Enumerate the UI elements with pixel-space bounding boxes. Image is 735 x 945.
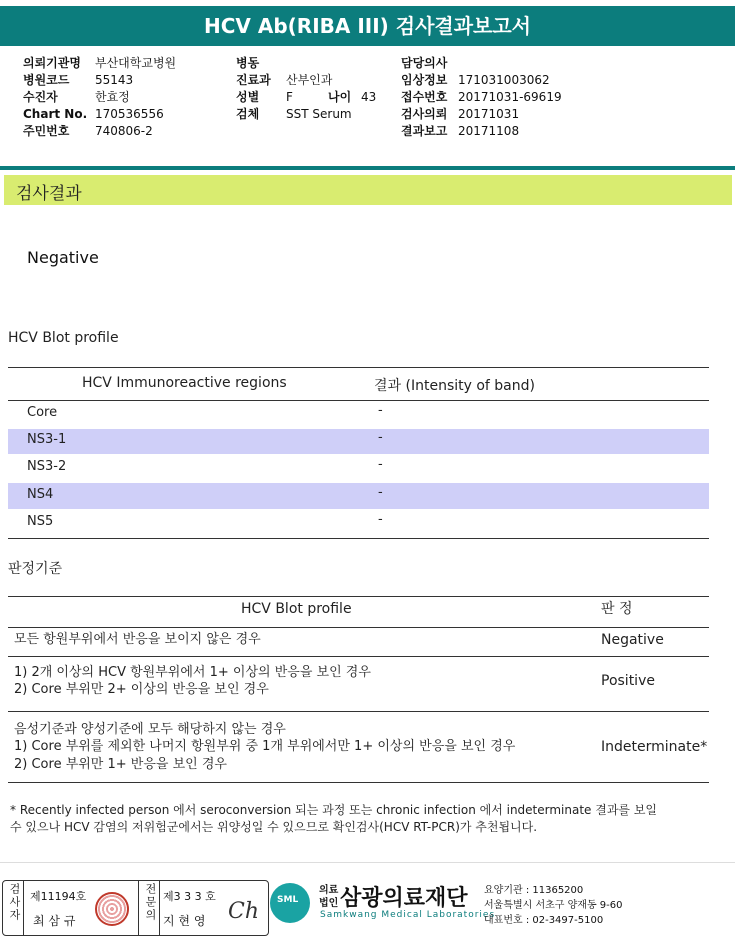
criteria-header-profile: HCV Blot profile xyxy=(241,601,352,617)
table-row xyxy=(8,429,709,454)
table-rule xyxy=(8,656,709,657)
corp-label-2: 법인 xyxy=(319,898,339,909)
region-cell: Core xyxy=(27,405,58,420)
criteria-line: 2) Core 부위만 1+ 반응을 보인 경우 xyxy=(14,757,227,772)
criteria-line: 1) 2개 이상의 HCV 항원부위에서 1+ 이상의 반응을 보인 경우 xyxy=(14,665,371,680)
corp-label-1: 의료 xyxy=(319,885,339,896)
result-cell: - xyxy=(378,430,383,445)
info-label: 의뢰기관명 xyxy=(23,56,81,70)
criteria-line: 음성기준과 양성기준에 모두 해당하지 않는 경우 xyxy=(14,722,286,737)
info-value: 산부인과 xyxy=(286,73,333,87)
info-row xyxy=(401,72,562,89)
examiner-label: 검사자 xyxy=(8,883,21,922)
table-rule xyxy=(8,782,709,783)
info-value: 20171031-69619 xyxy=(458,90,562,104)
table-rule xyxy=(8,627,709,628)
info-value: 55143 xyxy=(95,73,134,87)
info-label: 주민번호 xyxy=(23,124,70,138)
institution-code: 요양기관 : 11365200 xyxy=(484,885,584,896)
info-value: 한효정 xyxy=(95,90,130,104)
result-cell: - xyxy=(378,512,383,527)
criteria-line: 모든 항원부위에서 반응을 보이지 않은 경우 xyxy=(14,632,261,647)
table-rule xyxy=(8,711,709,712)
info-value: 20171108 xyxy=(458,124,520,138)
info-label: 진료과 xyxy=(236,73,271,87)
info-label: 병동 xyxy=(236,56,260,70)
info-row xyxy=(23,123,176,140)
doctor-number: 제3 3 3 호 xyxy=(163,890,216,903)
criteria-line: 1) Core 부위를 제외한 나머지 항원부위 중 1개 부위에서만 1+ 이상의 반응을 보인 경우 xyxy=(14,739,516,754)
info-label: Chart No. xyxy=(23,107,88,121)
examiner-label-cell xyxy=(3,881,24,935)
info-row xyxy=(236,55,376,72)
region-cell: NS3-2 xyxy=(27,459,67,474)
institution-address: 서울특별시 서초구 양재동 9-60 xyxy=(484,900,623,911)
region-cell: NS4 xyxy=(27,487,54,502)
result-value: Negative xyxy=(27,248,99,267)
info-row xyxy=(401,89,562,106)
patient-info-col3 xyxy=(401,55,562,140)
info-row xyxy=(23,106,176,123)
criteria-judgement: Positive xyxy=(601,673,655,689)
criteria-judgement: Indeterminate* xyxy=(601,739,708,755)
region-cell: NS5 xyxy=(27,514,54,529)
report-title: HCV Ab(RIBA III) 검사결과보고서 xyxy=(0,6,735,46)
examiner-number: 제11194호 xyxy=(30,890,87,903)
table-rule xyxy=(8,400,709,401)
info-label: 검체 xyxy=(236,107,260,121)
criteria-line: 2) Core 부위만 2+ 이상의 반응을 보인 경우 xyxy=(14,682,269,697)
info-value: 740806-2 xyxy=(95,124,153,138)
info-label: 성별 xyxy=(236,90,260,104)
doctor-label: 전문의 xyxy=(144,883,157,922)
patient-info-col1 xyxy=(23,55,176,140)
info-label: 접수번호 xyxy=(401,90,448,104)
result-section-title: 검사결과 xyxy=(16,184,82,204)
table-row xyxy=(8,483,709,509)
table-header-region: HCV Immunoreactive regions xyxy=(82,375,287,391)
info-row xyxy=(401,106,562,123)
table-header-result: 결과 (Intensity of band) xyxy=(374,378,535,394)
info-row xyxy=(401,55,562,72)
region-cell: NS3-1 xyxy=(27,432,67,447)
info-label: 병원코드 xyxy=(23,73,70,87)
criteria-judgement: Negative xyxy=(601,632,664,648)
doctor-signature: Ch xyxy=(228,899,260,924)
result-cell: - xyxy=(378,485,383,500)
table-rule xyxy=(8,596,709,597)
info-row xyxy=(23,72,176,89)
doctor-name: 지 현 영 xyxy=(163,914,206,928)
info-row xyxy=(23,55,176,72)
result-section-bar xyxy=(4,175,732,205)
result-cell: - xyxy=(378,403,383,418)
brand-name: 삼광의료재단 xyxy=(340,886,468,911)
info-label: 임상정보 xyxy=(401,73,448,87)
signature-box xyxy=(2,880,269,936)
examiner-seal-icon xyxy=(95,892,129,926)
info-row xyxy=(236,72,376,89)
table-row xyxy=(8,456,709,481)
table-rule xyxy=(8,538,709,539)
age-label: 나이 xyxy=(328,90,352,104)
logo-text: SML xyxy=(277,895,299,905)
footnote-line: 수 있으나 HCV 감염의 저위험군에서는 위양성일 수 있으므로 확인검사(HCV RT-PCR)가 추천됩니다. xyxy=(10,820,538,834)
header-divider xyxy=(0,166,735,170)
info-label: 담당의사 xyxy=(401,56,448,70)
sml-logo-icon xyxy=(270,883,310,923)
table-rule xyxy=(8,367,709,368)
info-row xyxy=(23,89,176,106)
patient-info-col2 xyxy=(236,55,376,123)
blot-section-title: HCV Blot profile xyxy=(8,330,119,346)
info-value: SST Serum xyxy=(286,107,352,121)
doctor-label-cell xyxy=(138,881,160,935)
info-value: 170536556 xyxy=(95,107,164,121)
criteria-header-judgement: 판 정 xyxy=(601,601,633,617)
info-row xyxy=(236,106,376,123)
info-row xyxy=(401,123,562,140)
criteria-section-title: 판정기준 xyxy=(8,561,63,577)
footer-divider xyxy=(0,862,735,863)
table-row xyxy=(8,511,709,536)
info-label: 수진자 xyxy=(23,90,58,104)
brand-english: Samkwang Medical Laboratories xyxy=(320,910,496,920)
info-value: F xyxy=(286,90,293,104)
examiner-name: 최 삼 규 xyxy=(33,914,76,928)
footnote-line: * Recently infected person 에서 seroconversion 되는 과정 또는 chronic infection 에서 indeterminate 결과를 보일 xyxy=(10,803,658,817)
age-value: 43 xyxy=(361,90,377,104)
info-label: 결과보고 xyxy=(401,124,448,138)
info-value: 부산대학교병원 xyxy=(95,56,177,70)
info-value: 20171031 xyxy=(458,107,520,121)
result-cell: - xyxy=(378,457,383,472)
info-value: 171031003062 xyxy=(458,73,550,87)
info-label: 검사의뢰 xyxy=(401,107,448,121)
institution-phone: 대표번호 : 02-3497-5100 xyxy=(484,915,604,926)
table-row xyxy=(8,402,709,427)
info-row xyxy=(236,89,376,106)
